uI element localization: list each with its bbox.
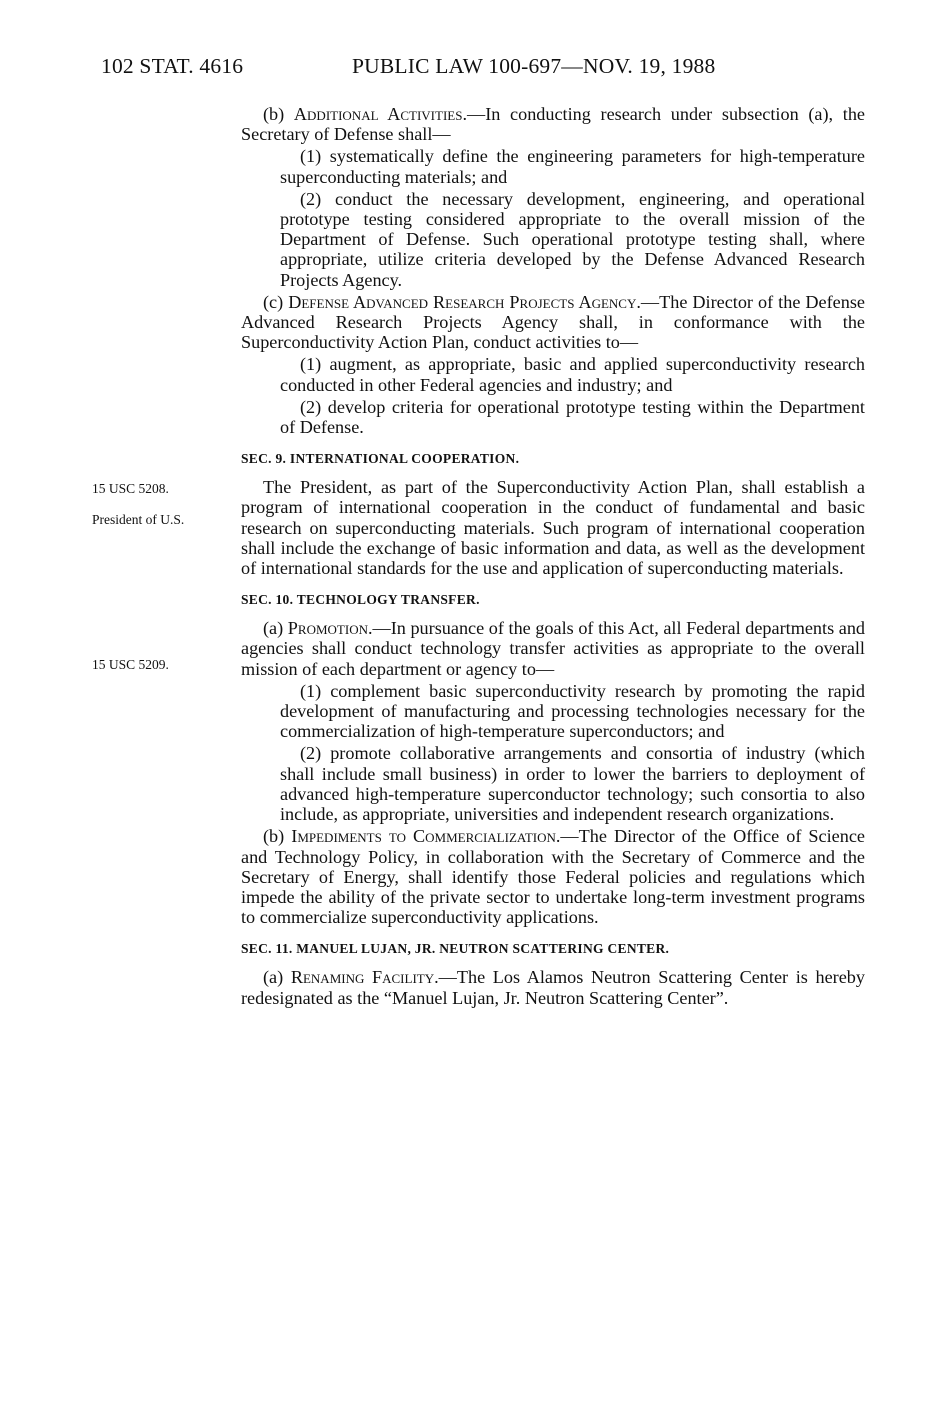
sec8-c-text: .—The Director of the Defense Advanced Research Projects Agency shall, in conformance with the Superconductivity Action Plan, conduct activities to—: [241, 291, 865, 353]
sec8-c-label: (c): [263, 291, 289, 312]
sec8-c-heading: Defense Advanced Research Projects Agency: [288, 291, 637, 312]
sec8-b-heading: Additional Activities: [293, 104, 463, 124]
sec10-b-heading: Impediments to Commercialization: [291, 826, 556, 847]
sec11-subsection-a: [241, 967, 865, 1007]
sec8-subsection-c: [241, 292, 865, 353]
margin-note-president: President of U.S.: [92, 512, 185, 527]
sec10-heading: SEC. 10. TECHNOLOGY TRANSFER.: [241, 592, 480, 608]
page-body: [241, 104, 865, 1010]
sec11-a-text: .—The Los Alamos Neutron Scattering Center is hereby redesignated as the “Manuel Lujan, Jr. Neutron Scattering Center”.: [241, 967, 865, 1008]
sec10-a-paragraph-2: (2) promote collaborative arrangements and consortia of industry (which shall include small business) in order to lower the barriers to deployment of advanced high-temperature superconductor technology; such consortia to also include, as appropriate, universities and independent research organizations.: [280, 743, 865, 825]
sec10-a-paragraph-1: (1) complement basic superconductivity research by promoting the rapid development of manufacturing and processing technologies necessary for the commercialization of high-temperature superconductors; and: [280, 680, 865, 742]
sec10-subsection-a: [241, 618, 865, 679]
sec10-a-label: (a): [263, 618, 288, 639]
margin-note-15-usc-5208: 15 USC 5208.: [92, 481, 169, 496]
page-header-title: PUBLIC LAW 100-697—NOV. 19, 1988: [352, 54, 716, 78]
sec8-b-paragraph-1: (1) systematically define the engineering parameters for high-temperature superconducting materials; and: [280, 146, 865, 187]
sec10-a-text: .—In pursuance of the goals of this Act, all Federal departments and agencies shall conduct technology transfer activities as appropriate to the overall mission of each department or agency to—: [241, 618, 866, 679]
sec8-subsection-b: [241, 104, 865, 144]
sec10-subsection-b: [241, 826, 865, 927]
sec10-b-text: .—The Director of the Office of Science and Technology Policy, in collaboration with the Secretary of Commerce and the Secretary of Energy, shall identify those Federal policies and regulations which impede the ability of the private sector to undertake long-term investment programs to commercialize superconductivity applications.: [241, 826, 865, 928]
page-stat-number: 102 STAT. 4616: [101, 54, 244, 78]
sec10-a-heading: Promotion: [287, 618, 368, 639]
sec9-heading: SEC. 9. INTERNATIONAL COOPERATION.: [241, 451, 520, 467]
sec11-a-heading: Renaming Facility: [290, 967, 435, 988]
sec8-b-text: .—In conducting research under subsection (a), the Secretary of Defense shall—: [241, 104, 865, 145]
sec11-heading: SEC. 11. MANUEL LUJAN, JR. NEUTRON SCATTERING CENTER.: [241, 941, 670, 957]
sec9-text: The President, as part of the Superconductivity Action Plan, shall establish a program of international cooperation in the conduct of fundamental and basic research on superconducting materials. Such program of international cooperation shall include the exchange of basic information and data, as well as the development of international standards for the use and application of superconducting materials.: [241, 477, 865, 579]
sec11-a-label: (a): [263, 967, 291, 988]
sec8-c-paragraph-2: (2) develop criteria for operational prototype testing within the Department of Defense.: [280, 396, 865, 438]
sec8-c-paragraph-1: (1) augment, as appropriate, basic and applied superconductivity research conducted in other Federal agencies and industry; and: [280, 354, 865, 395]
sec10-b-label: (b): [263, 826, 292, 847]
sec8-b-label: (b): [263, 104, 294, 124]
sec8-b-paragraph-2: (2) conduct the necessary development, engineering, and operational prototype testing considered appropriate to the overall mission of the Department of Defense. Such operational prototype testing shall, where appropriate, utilize criteria developed by the Defense Advanced Research Projects Agency.: [280, 188, 865, 290]
margin-note-15-usc-5209: 15 USC 5209.: [92, 657, 169, 672]
